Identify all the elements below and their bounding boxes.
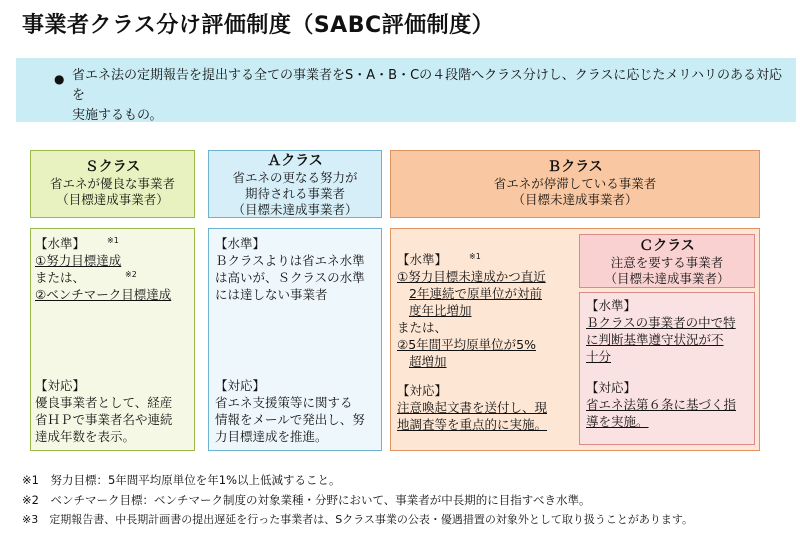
b-standard-or: または、	[397, 320, 448, 335]
a-class-desc: 省エネの更なる努力が	[232, 170, 358, 185]
a-response-line1: 省エネ支援策等に関する	[215, 395, 353, 410]
s-note1: ※1	[107, 236, 119, 245]
a-response-line2: 情報をメールで発出し、努	[215, 412, 365, 427]
footnote-1: ※1 努力目標：5年間平均原単位を年1%以上低減すること。	[22, 473, 341, 487]
footnote-2: ※2 ベンチマーク目標：ベンチマーク制度の対象業種・分野において、事業者が中長期的に目指すべき水準。	[22, 493, 591, 507]
b-class-name: Ｂクラス	[547, 159, 603, 175]
b-response-label: 【対応】	[397, 383, 448, 398]
c-class-header	[579, 234, 755, 288]
b-note1: ※1	[469, 252, 481, 261]
a-standard-line2: は高いが、Ｓクラスの水準	[215, 270, 365, 285]
c-standard-line1: Ｂクラスの事業者の中で特	[586, 315, 736, 330]
c-standard-line3: 十分	[586, 349, 612, 364]
b-class-desc: 省エネが停滞している事業者	[493, 176, 657, 191]
b-response-line1: 注意喚起文書を送付し、現	[397, 400, 548, 415]
a-standard-label: 【水準】	[215, 236, 266, 251]
a-standard-line1: Ｂクラスよりは省エネ水準	[215, 253, 365, 268]
b-standard-item1b: 2年連続で原単位が対前	[409, 286, 542, 301]
a-standard-line3: には達しない事業者	[215, 287, 328, 302]
a-response-line3: 力目標達成を推進。	[215, 429, 328, 444]
c-response-line2: 導を実施。	[586, 414, 649, 429]
b-standard-item2b: 超増加	[409, 354, 447, 369]
s-standard-or: または、	[35, 270, 86, 285]
b-standard-label: 【水準】	[397, 252, 448, 267]
s-class-desc-sub: （目標達成事業者）	[56, 192, 169, 207]
summary-line-2: 実施するもの。	[72, 108, 163, 123]
c-response-line1: 省エネ法第６条に基づく指	[586, 397, 737, 412]
a-response-label: 【対応】	[215, 378, 266, 393]
b-standard-item1c: 度年比増加	[409, 303, 472, 318]
b-standard-item1a: ①努力目標未達成かつ直近	[397, 269, 546, 284]
b-standard-item2a: ②5年間平均原単位が5%	[397, 337, 536, 352]
c-class-name: Ｃクラス	[639, 238, 695, 254]
a-class-header	[208, 150, 382, 218]
bullet-icon: ●	[54, 72, 65, 86]
footnote-3: ※3 定期報告書、中長期計画書の提出遅延を行った事業者は、Sクラス事業の公表・優遇措置の対象外として取り扱うことがあります。	[22, 513, 693, 526]
s-note2: ※2	[125, 270, 137, 279]
s-standard-item1: ①努力目標達成	[35, 253, 122, 268]
b-class-header	[390, 150, 760, 218]
s-class-body	[30, 228, 195, 451]
c-class-body	[579, 292, 755, 445]
b-response-line2: 地調査等を重点的に実施。	[397, 417, 548, 432]
summary-panel	[16, 58, 796, 122]
s-response-line2: 省ＨＰで事業者名や連続	[35, 412, 173, 427]
page-title: 事業者クラス分け評価制度（SABC評価制度）	[22, 13, 495, 38]
a-class-desc-2: 期待される事業者	[244, 186, 345, 201]
a-class-desc-3: （目標未達成事業者）	[232, 202, 358, 217]
s-response-line1: 優良事業者として、経産	[35, 395, 173, 410]
s-response-label: 【対応】	[35, 378, 86, 393]
c-standard-line2: に判断基準遵守状況が不	[586, 332, 724, 347]
c-standard-label: 【水準】	[586, 298, 637, 313]
s-class-header	[30, 150, 195, 218]
a-class-body	[208, 228, 382, 451]
b-class-desc-sub: （目標未達成事業者）	[512, 192, 638, 207]
s-standard-item2: ②ベンチマーク目標達成	[35, 287, 172, 302]
c-class-desc: 注意を要する事業者	[610, 255, 724, 270]
s-standard-label: 【水準】	[35, 236, 86, 251]
s-response-line3: 達成年数を表示。	[35, 429, 136, 444]
summary-line-1: 省エネ法の定期報告を提出する全ての事業者をS・A・B・Cの４段階へクラス分けし、クラスに応じたメリハリのある対応を	[72, 68, 782, 103]
s-class-name: Ｓクラス	[84, 159, 141, 175]
s-class-desc: 省エネが優良な事業者	[49, 176, 175, 191]
a-class-name: Ａクラス	[267, 153, 323, 169]
c-class-desc-sub: （目標未達成事業者）	[604, 271, 730, 286]
c-response-label: 【対応】	[586, 380, 637, 395]
